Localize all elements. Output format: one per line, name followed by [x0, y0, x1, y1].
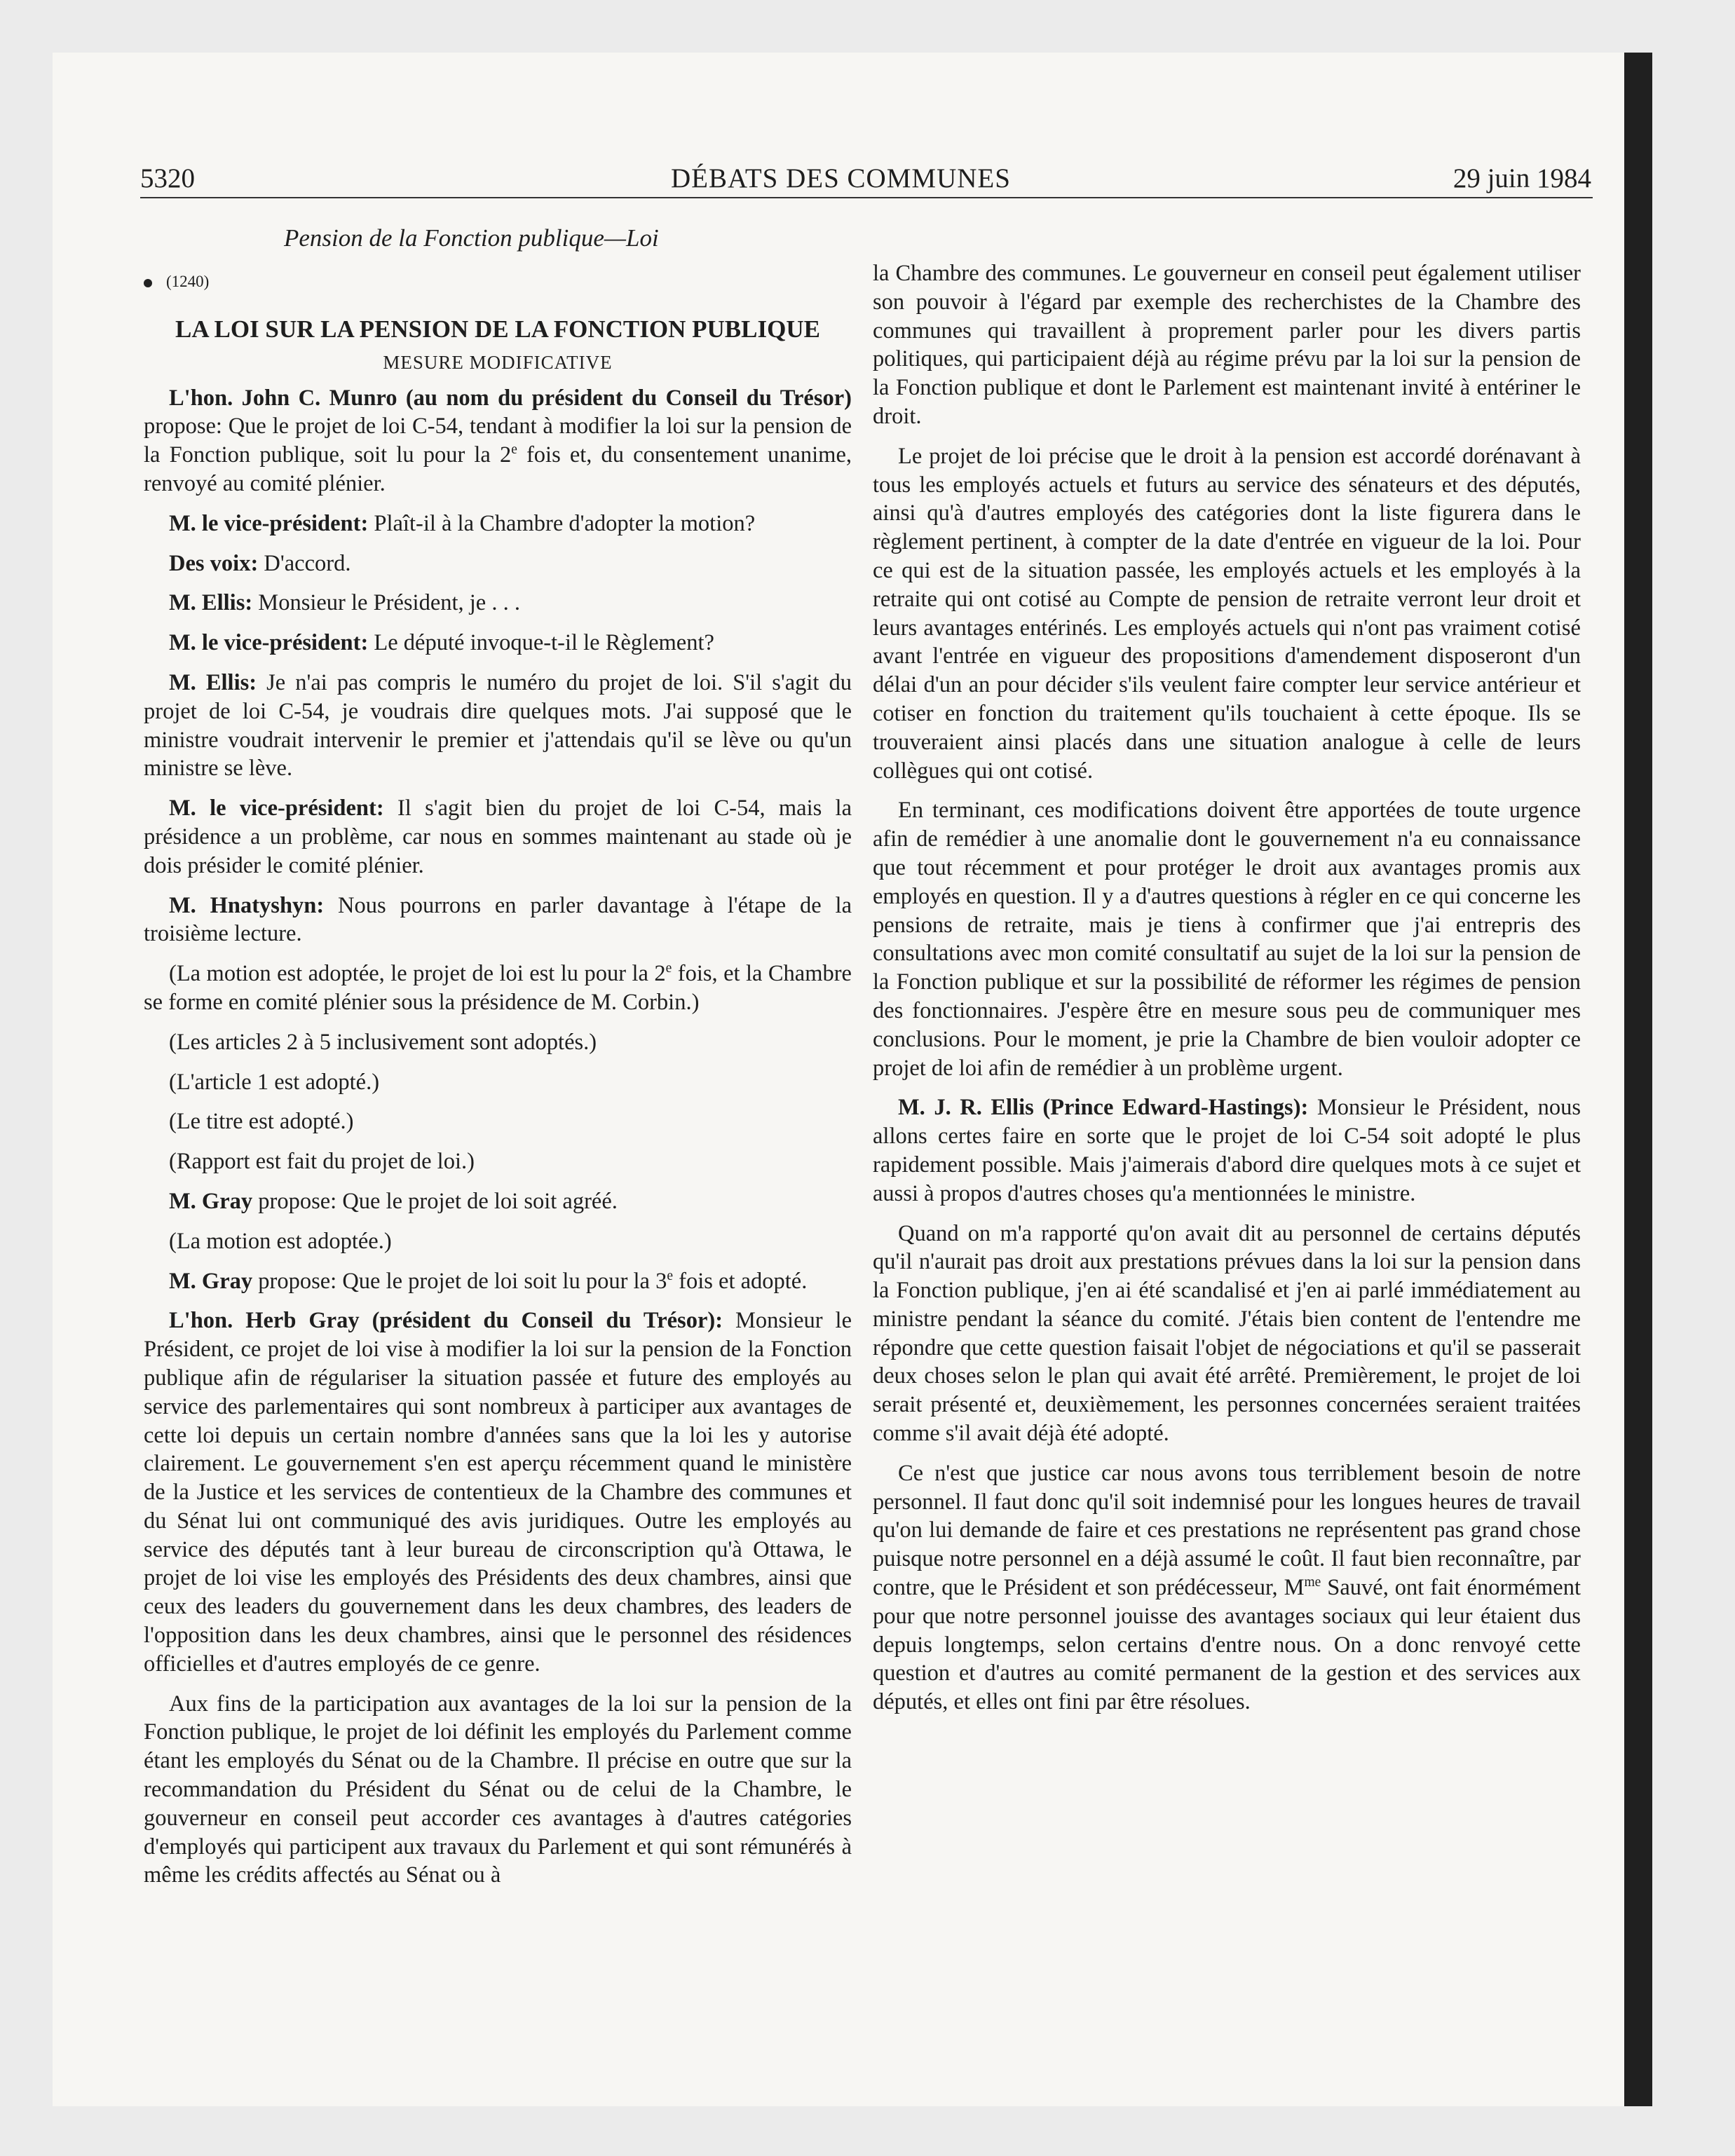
- speaker: Des voix:: [169, 550, 259, 576]
- paragraph: (Le titre est adopté.): [169, 1109, 354, 1135]
- paragraph: M. le vice-président: Le député invoque-t-il le Règlement?: [169, 630, 714, 656]
- paragraph: (Les articles 2 à 5 inclusivement sont adoptés.): [169, 1029, 597, 1055]
- paragraph: Ce n'est que justice car nous avons tous terriblement besoin de notre personnel. Il faut donc qu'il soit indemnisé pour les longues heures de travail qu'on lui demande de faire et ces prestations ne représentent pas grand chose puisque notre personnel en a déjà assumé le coût. Il faut bien reconnaître, par contre, que le Président et son prédécesseur, $M^{me}$ Sauvé, ont fait énormément pour que notre personnel jouisse des avantages sociaux qui leur étaient dus depuis longtemps, selon certains d'entre nous. On a donc renvoyé cette question et d'autres au comité permanent de la gestion et des services aux députés, et elles ont fini par être résolues.: [873, 1460, 1581, 1715]
- speaker: M. J. R. Ellis (Prince Edward-Hastings):: [898, 1095, 1309, 1121]
- paragraph: En terminant, ces modifications doivent être apportées de toute urgence afin de remédier à une anomalie dont le gouvernement n'a eu connaissance que tout récemment et pour protéger le droit aux avantages promis aux employés en question. Il y a d'autres questions à régler en ce qui concerne les pensions de retraite, mais je tiens à confirmer que j'ai entrepris des consultations avec mon comité consultatif au sujet de la loi sur la pension de la Fonction publique et sur la possibilité de réformer les régimes de pension des fonctionnaires. J'espère être en mesure sous peu de communiquer mes conclusions. Pour le moment, je prie la Chambre de bien vouloir adopter ce projet de loi afin de remédier à un problème urgent.: [873, 798, 1581, 1081]
- speaker: M. Hnatyshyn:: [169, 892, 325, 918]
- paragraph: M. Gray propose: Que le projet de loi soit lu pour la 3e fois et adopté.: [169, 1268, 808, 1294]
- paragraph: L'hon. Herb Gray (président du Conseil du Trésor): Monsieur le Président, ce projet de loi vise à modifier la loi sur la pension de la Fonction publique afin de régulariser la situation passée et future des employés au service des parlementaires qui sont nombreux à participer aux avantages de cette loi depuis un certain nombre d'années sans que la loi les y autorise clairement. Le gouvernement s'en est aperçu récemment quand le ministère de la Justice et les services de contentieux de la Chambre des communes et du Sénat lui ont communiqué des avis juridiques. Outre les employés au service des députés tant à leur bureau de circonscription qu'à Ottawa, le projet de loi vise les employés des Présidents des deux chambres, ainsi que ceux des leaders du gouvernement dans les deux chambres, des leaders de l'opposition dans les deux chambres, ainsi que le personnel des résidences officielles et d'autres employés de ce genre.: [144, 1308, 852, 1677]
- speaker: L'hon. Herb Gray (président du Conseil du Trésor):: [169, 1308, 723, 1334]
- paragraph: M. le vice-président: Plaît-il à la Chambre d'adopter la motion?: [169, 510, 756, 536]
- speaker: L'hon. John C. Munro (au nom du président du Conseil du Trésor): [169, 385, 852, 411]
- bullet-icon: [144, 279, 152, 287]
- speaker: M. Gray: [169, 1188, 253, 1214]
- paragraph: M. Ellis: Monsieur le Président, je . . .: [169, 590, 520, 616]
- speaker: M. le vice-président:: [169, 510, 369, 536]
- speaker: M. Ellis:: [169, 590, 253, 616]
- speaker: M. Ellis:: [169, 669, 257, 695]
- time-tag-text: (1240): [166, 273, 210, 290]
- paragraph: M. Hnatyshyn: Nous pourrons en parler davantage à l'étape de la troisième lecture.: [144, 892, 852, 947]
- paragraph: (L'article 1 est adopté.): [169, 1069, 380, 1095]
- section-subtitle: Pension de la Fonction publique—Loi: [284, 224, 659, 252]
- right-column: [873, 259, 1581, 1717]
- left-column: [144, 224, 852, 1890]
- speaker: M. le vice-président:: [169, 796, 384, 821]
- paragraph: Le projet de loi précise que le droit à la pension est accordé dorénavant à tous les employés actuels et futurs au service des sénateurs et des députés, ainsi qu'à d'autres employés des catégories dont la liste figurera dans le règlement pertinent, à compter de la date d'entrée en vigueur de la loi. Pour ce qui est de la situation passée, les employés actuels et les employés à la retraite qui ont cotisé au Compte de pension de retraite verront leur droit et leurs avantages entérinés. Les employés actuels qui n'ont pas vraiment cotisé avant l'entrée en vigueur des propositions d'amendement disposeront d'un délai d'un an pour décider s'ils veulent faire compter leur service antérieur et cotiser en fonction du traitement qu'ils touchaient à cette époque. Ils se trouveraient ainsi placés dans une situation analogue à celle de leurs collègues qui ont cotisé.: [873, 443, 1581, 784]
- paragraph: Quand on m'a rapporté qu'on avait dit au personnel de certains députés qu'il n'aurait pas droit aux prestations prévues dans la loi sur la pension dans la Fonction publique, j'en ai été scandalisé et j'en ai parlé immédiatement au ministre pendant la séance du comité. J'étais bien content de l'entendre me répondre que cette question faisait l'objet de négociations et qu'il se passerait deux choses selon le plan qui avait été arrêté. Premièrement, le projet de loi serait présenté et, deuxièmement, les personnes concernées seraient traitées comme s'il avait déjà été adopté.: [873, 1220, 1581, 1447]
- paragraph: M. le vice-président: Il s'agit bien du projet de loi C-54, mais la présidence a un problème, car nous en sommes maintenant au stade où je dois présider le comité plénier.: [144, 796, 852, 878]
- speaker: M. Gray: [169, 1268, 253, 1294]
- paragraph: (Rapport est fait du projet de loi.): [169, 1149, 475, 1175]
- paragraph: la Chambre des communes. Le gouverneur en conseil peut également utiliser son pouvoir à l'égard par exemple des recherchistes de la Chambre des communes qui travaillent à proprement parler pour les divers partis politiques, qui participaient déjà au régime prévu par la loi sur la pension de la Fonction publique et dont le Parlement est maintenant invité à entériner le droit.: [873, 261, 1581, 429]
- time-tag: [144, 268, 852, 296]
- paragraph: (La motion est adoptée, le projet de loi est lu pour la 2e fois, et la Chambre se forme en comité plénier sous la présidence de M. Corbin.): [144, 961, 852, 1015]
- paragraph: M. Gray propose: Que le projet de loi soit agréé.: [169, 1188, 618, 1214]
- running-title: DÉBATS DES COMMUNES: [671, 163, 1011, 193]
- section-subheading: MESURE MODIFICATIVE: [383, 351, 613, 373]
- section-heading: LA LOI SUR LA PENSION DE LA FONCTION PUBLIQUE: [175, 315, 820, 343]
- paragraph: Des voix: D'accord.: [169, 550, 351, 576]
- page-number: 5320: [140, 163, 195, 193]
- paragraph: (La motion est adoptée.): [169, 1228, 392, 1254]
- paragraph: L'hon. John C. Munro (au nom du président du Conseil du Trésor) propose: Que le projet de loi C-54, tendant à modifier la loi sur la pension de la Fonction publique, soit lu pour la 2e fois et, du consentement unanime, renvoyé au comité plénier.: [144, 385, 852, 496]
- paragraph: Aux fins de la participation aux avantages de la loi sur la pension de la Fonction publique, le projet de loi définit les employés du Parlement comme étant les employés du Sénat ou de la Chambre. Il précise en outre que sur la recommandation du Président du Sénat ou de celui de la Chambre, le gouverneur en conseil peut accorder ces avantages à d'autres catégories d'employés qui participent aux travaux du Parlement et qui sont rémunérés à même les crédits affectés au Sénat ou à: [144, 1691, 852, 1888]
- speaker: M. le vice-président:: [169, 630, 369, 656]
- paragraph: M. Ellis: Je n'ai pas compris le numéro du projet de loi. S'il s'agit du projet de loi C-54, je voudrais dire quelques mots. J'ai supposé que le ministre voudrait intervenir le premier et j'attendais qu'il se lève ou qu'un ministre se lève.: [144, 669, 852, 782]
- scan-edge: [1624, 53, 1652, 2106]
- paragraph: M. J. R. Ellis (Prince Edward-Hastings): Monsieur le Président, nous allons certes faire en sorte que le projet de loi C-54 soit adopté le plus rapidement possible. Mais j'aimerais d'abord dire quelques mots à ce sujet et aussi à propos d'autres choses qu'a mentionnées le ministre.: [873, 1095, 1581, 1206]
- header-rule: [140, 197, 1593, 198]
- page-date: 29 juin 1984: [1452, 163, 1591, 193]
